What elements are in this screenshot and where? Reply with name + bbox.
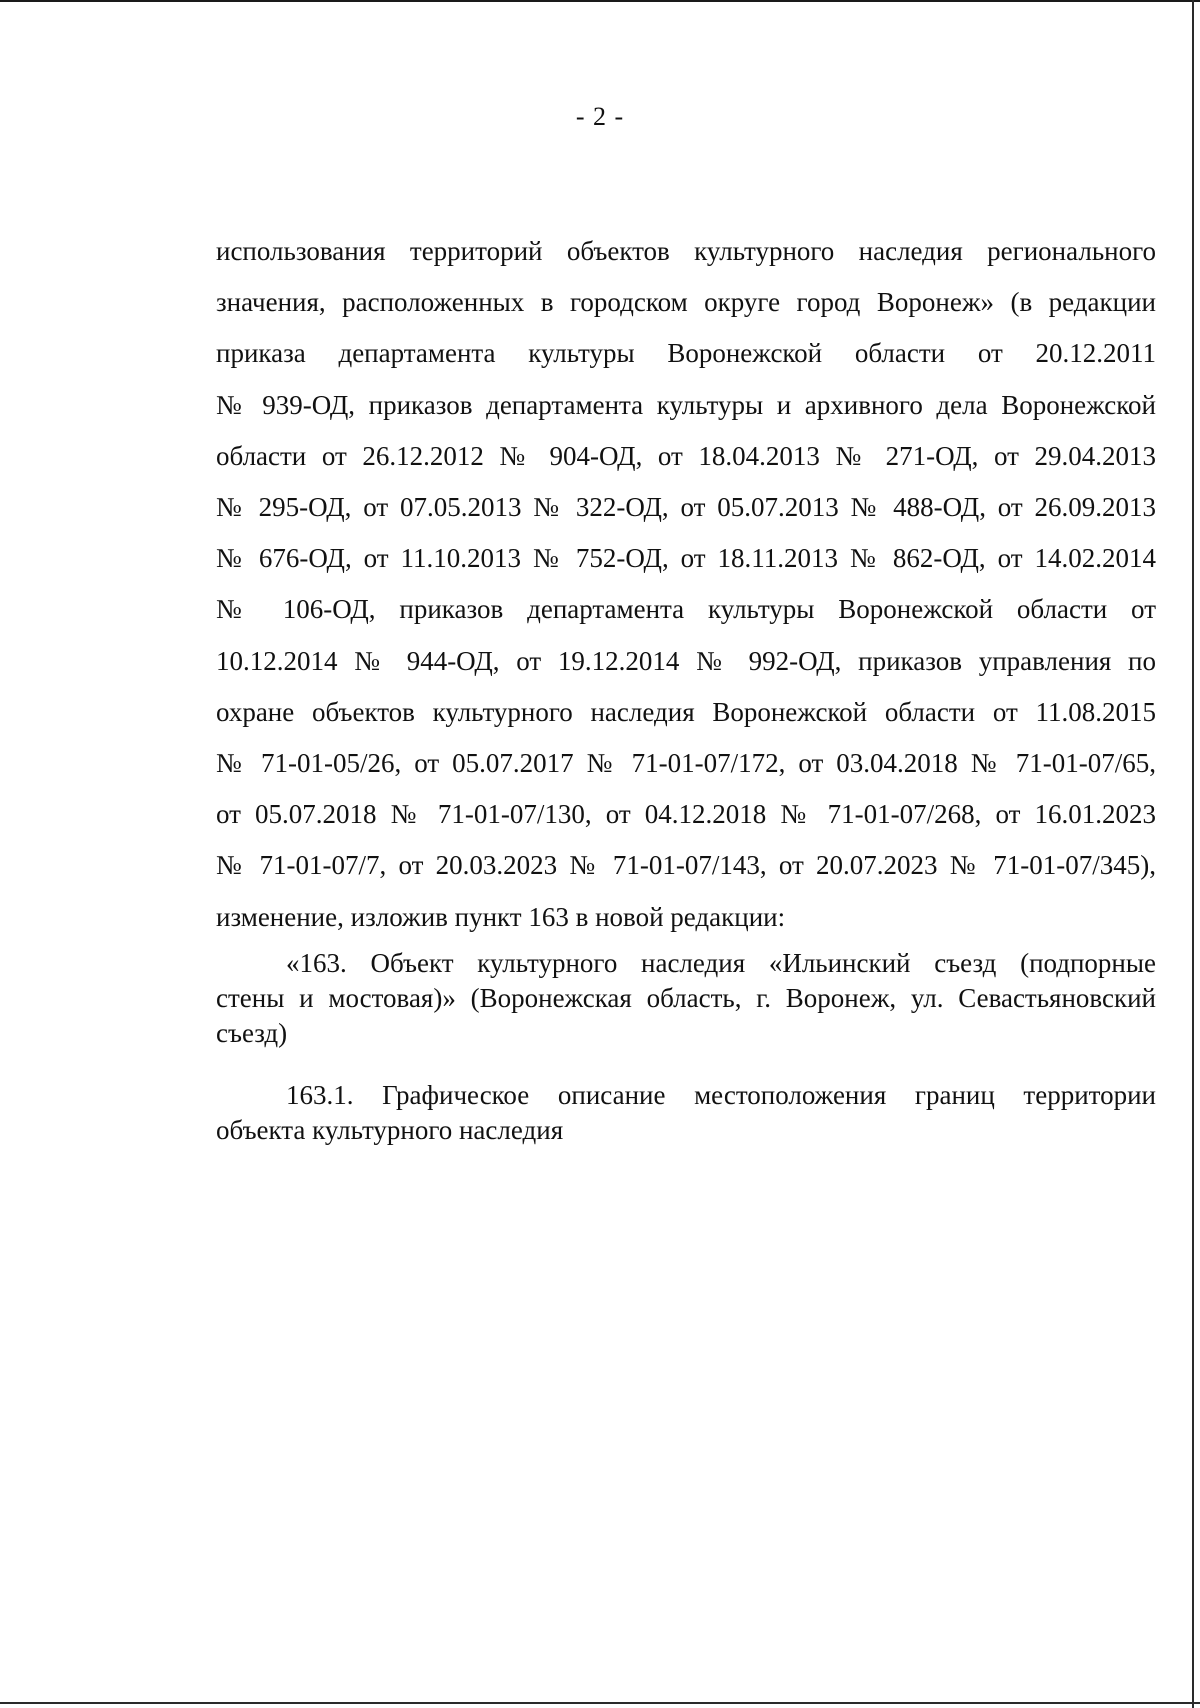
body-line: охране объектов культурного наследия Воронежской области от 11.08.2015	[216, 696, 1156, 727]
body-line: значения, расположенных в городском округе город Воронеж» (в редакции	[216, 287, 1156, 318]
body-line: изменение, изложив пункт 163 в новой редакции:	[216, 901, 786, 932]
scan-edge-top	[0, 0, 1200, 2]
item-163-1-line: 163.1. Графическое описание местоположения границ территории	[286, 1080, 1156, 1110]
body-line: использования территорий объектов культурного наследия регионального	[216, 236, 1156, 266]
scan-edge-right	[1192, 0, 1194, 1708]
body-line: № 71-01-07/7, от 20.03.2023 № 71-01-07/143, от 20.07.2023 № 71-01-07/345),	[216, 850, 1156, 881]
body-line: 10.12.2014 № 944-ОД, от 19.12.2014 № 992-ОД, приказов управления по	[216, 645, 1156, 676]
item-163-line: «163. Объект культурного наследия «Ильинский съезд (подпорные	[286, 948, 1156, 978]
body-line: № 106-ОД, приказов департамента культуры Воронежской области от	[216, 594, 1156, 625]
scan-edge-bottom	[0, 1702, 1200, 1704]
body-line: № 71-01-05/26, от 05.07.2017 № 71-01-07/172, от 03.04.2018 № 71-01-07/65,	[216, 748, 1156, 779]
item-163-1-line: объекта культурного наследия	[216, 1115, 564, 1145]
item-163-paragraph	[216, 946, 1156, 1051]
body-line: приказа департамента культуры Воронежской области от 20.12.2011	[216, 338, 1156, 369]
document-body	[216, 226, 1156, 943]
body-line: № 676-ОД, от 11.10.2013 № 752-ОД, от 18.11.2013 № 862-ОД, от 14.02.2014	[216, 543, 1156, 574]
item-163-line: стены и мостовая)» (Воронежская область, г. Воронеж, ул. Севастьяновский	[216, 983, 1156, 1013]
item-163-1-paragraph	[216, 1078, 1156, 1148]
body-line: № 939-ОД, приказов департамента культуры и архивного дела Воронежской	[216, 389, 1156, 420]
page-number: - 2 -	[575, 102, 625, 131]
body-line: № 295-ОД, от 07.05.2013 № 322-ОД, от 05.07.2013 № 488-ОД, от 26.09.2013	[216, 492, 1156, 523]
body-line: области от 26.12.2012 № 904-ОД, от 18.04.2013 № 271-ОД, от 29.04.2013	[216, 440, 1156, 471]
body-line: от 05.07.2018 № 71-01-07/130, от 04.12.2018 № 71-01-07/268, от 16.01.2023	[216, 799, 1156, 830]
item-163-line: съезд)	[216, 1018, 288, 1048]
